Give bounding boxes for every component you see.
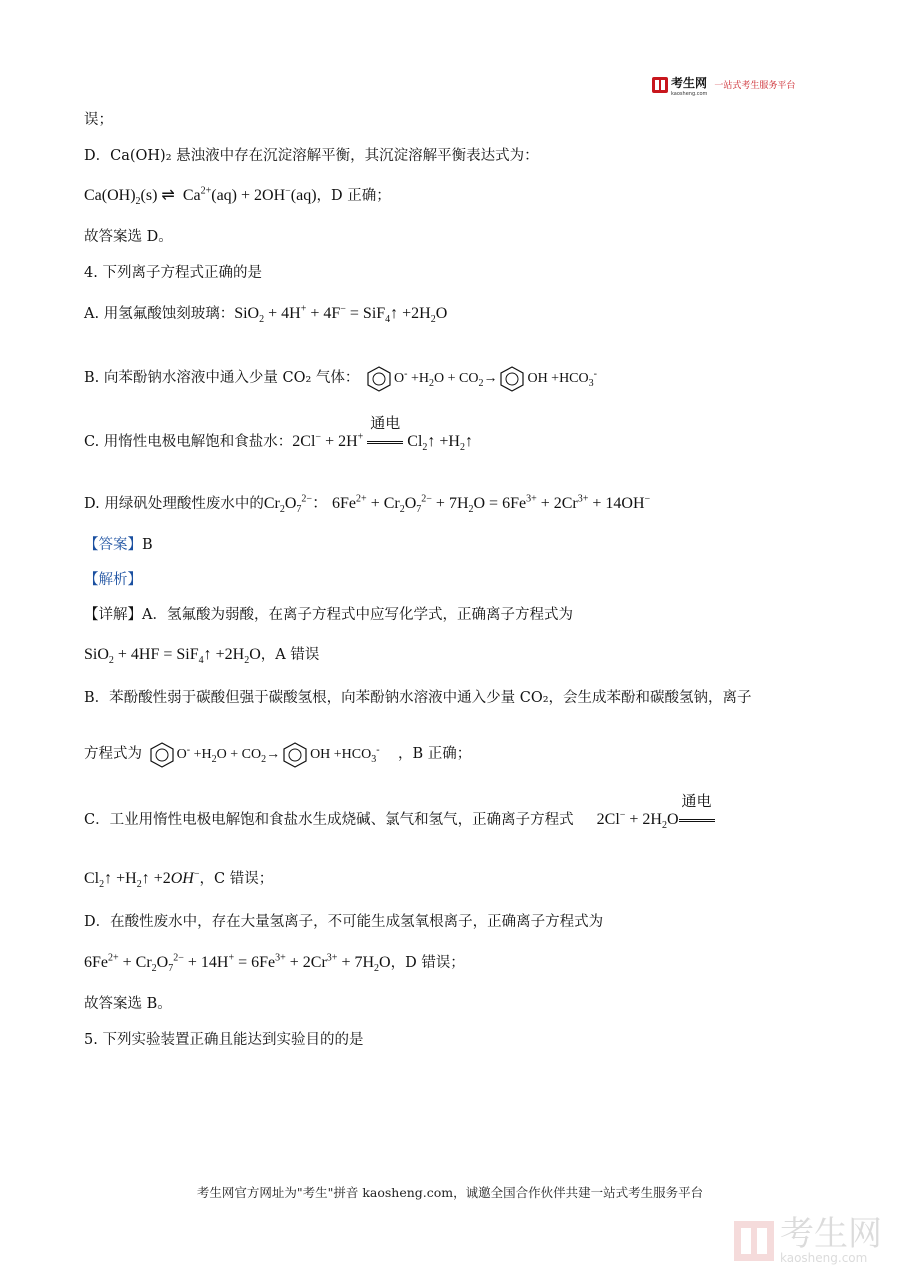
benzene-ring-icon: [280, 740, 310, 768]
logo-slogan: 一站式考生服务平台: [714, 81, 796, 91]
equation: $O^- +H_2O + CO_2\to$: [176, 744, 281, 765]
equation-line: [84, 645, 319, 665]
equation-note: ，D 正确；: [316, 188, 391, 204]
text-line: D．在酸性废水中，存在大量氢离子，不可能生成氢氧根离子，正确离子方程式为: [84, 914, 604, 930]
option-label: D. 用绿矾处理酸性废水中的: [84, 496, 264, 512]
page-footer: 考生网官方网址为"考生"拼音 kaosheng.com，诚邀全国合作伙伴共建一站式考生服务平台: [196, 1185, 704, 1200]
text-prefix: 方程式为: [84, 746, 142, 762]
question-title: 5. 下列实验装置正确且能达到实验目的的是: [84, 1032, 364, 1048]
logo-icon: [652, 77, 668, 93]
equation: SiO$_2$ + 4H+ + 4F− = SiF$_4$↑ $+2H_2O$: [234, 303, 448, 326]
analysis-tag: 【解析】: [84, 572, 142, 588]
watermark-logo-icon: [734, 1221, 774, 1261]
text-line: B．苯酚酸性弱于碳酸但强于碳酸氢根，向苯酚钠水溶液中通入少量 CO₂，会生成苯酚和碳酸氢钠，离子: [84, 690, 752, 706]
option-b: [84, 364, 597, 392]
logo-brand: 考生网: [671, 76, 708, 90]
equation: $2Cl^- + 2H_2O$ 通电: [597, 811, 715, 828]
watermark-domain: kaosheng.com: [780, 1251, 868, 1265]
text-line: D．Ca(OH)₂ 悬浊液中存在沉淀溶解平衡，其沉淀溶解平衡表达式为：: [84, 148, 539, 164]
answer-value: B: [142, 537, 153, 553]
electrolysis-label: 通电: [681, 794, 712, 810]
option-d: [84, 494, 650, 514]
text-line: 故答案选 D。: [84, 229, 173, 245]
benzene-ring-icon: [364, 364, 394, 392]
electrolysis-label: 通电: [370, 416, 401, 432]
answer-line: [84, 535, 153, 555]
equation: $Ca(OH)_2(s)$ ⇌ $Ca^{2+}(aq) + 2OH^-(aq)$: [84, 185, 317, 208]
logo-domain: kaosheng.com: [671, 91, 708, 97]
equation: 2Cl− + 2H+ 通电 $Cl_2↑$ $+H_2↑$: [292, 416, 473, 454]
option-label: C. 用惰性电极电解饱和食盐水：: [84, 434, 293, 450]
text-line: 误；: [84, 112, 113, 128]
equation: $Cr_2O_7^{2-}$： $6Fe^{2+} + Cr_2O_7^{2-} + 7H_2O = 6Fe^{3+} + 2Cr^{3+} + 14OH^-$: [263, 493, 651, 516]
option-label: A. 用氢氟酸蚀刻玻璃：: [84, 306, 235, 322]
equation-line: [84, 794, 715, 832]
option-a: [84, 304, 447, 324]
equation: OH $+HCO_3^-$: [310, 744, 380, 765]
equation-note: ，B 正确；: [398, 746, 472, 762]
equation: OH $+HCO_3^-$: [527, 368, 597, 389]
watermark-brand: 考生网: [780, 1214, 882, 1254]
equation: SiO$_2$ + 4HF = SiF$_4$↑ $+2H_2O$: [84, 646, 261, 667]
equation: $6Fe^{2+} + Cr_2O_7^{2-} + 14H^+ = 6Fe^{3+} + 2Cr^{3+} + 7H_2O$: [84, 952, 391, 975]
watermark: [734, 1214, 882, 1265]
equation-line: [84, 869, 273, 889]
equation-line: [84, 740, 471, 768]
text-line: 故答案选 B。: [84, 996, 172, 1012]
text-line: 【详解】A．氢氟酸为弱酸，在离子方程式中应写化学式，正确离子方程式为: [84, 607, 573, 623]
question-title: 4. 下列离子方程式正确的是: [84, 265, 262, 281]
answer-tag: 【答案】: [84, 537, 142, 553]
header-logo: [652, 72, 795, 97]
equation-note: ，D 错误；: [390, 955, 465, 971]
equation-line: [84, 186, 391, 206]
text-line: C．工业用惰性电极电解饱和食盐水生成烧碱、氯气和氢气，正确离子方程式: [84, 812, 574, 828]
equation-note: ，A 错误: [260, 647, 320, 663]
equation: $Cl_2↑$ $+H_2↑ +2OH^-$: [84, 868, 200, 891]
equation-line: [84, 953, 465, 973]
equation: $O^- +H_2O + CO_2\to$: [394, 368, 498, 389]
option-label: B. 向苯酚钠水溶液中通入少量 CO₂ 气体：: [84, 370, 360, 386]
benzene-ring-icon: [147, 740, 177, 768]
equation-note: ，C 错误；: [199, 871, 274, 887]
benzene-ring-icon: [497, 364, 527, 392]
option-c: [84, 416, 473, 454]
